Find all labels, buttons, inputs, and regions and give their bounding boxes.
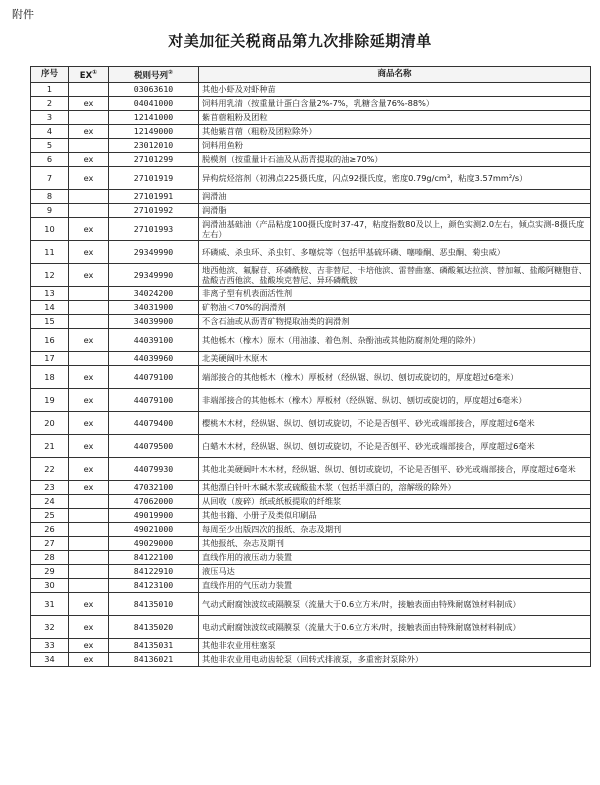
row-product-name-cell: 北美硬阔叶木原木 [199,352,591,366]
row-product-name-cell: 润滑脂 [199,204,591,218]
table-row [31,653,591,667]
row-product-name-cell: 矿物油＜70%的润滑剂 [199,301,591,315]
row-number-cell: 26 [31,523,69,537]
row-product-name-cell: 气动式耐腐蚀波纹或隔膜泵（流量大于0.6立方米/时，接触表面由特殊耐腐蚀材料制成） [199,593,591,616]
document-title: 对美加征关税商品第九次排除延期清单 [168,32,432,50]
table-row [31,458,591,481]
row-product-name-cell: 其他报纸、杂志及期刊 [199,537,591,551]
row-tariff-code-cell: 44039100 [109,329,199,352]
row-product-name-cell: 其他北美硬阔叶木木材，经纵锯、纵切、刨切或旋切，不论是否刨平、砂光或端部接合，厚度超过6毫米 [199,458,591,481]
row-product-name-cell: 异构烷烃溶剂（初沸点225摄氏度，闪点92摄氏度，密度0.79g/cm³，粘度3.57mm²/s） [199,167,591,190]
row-ex-cell [69,204,109,218]
table-row [31,435,591,458]
row-product-name-cell: 地西他滨、氟脲苷、环磷酰胺、吉非替尼、卡培他滨、雷替曲塞、磷酸氟达拉滨、替加氟、盐酸阿糖胞苷、盐酸吉西他滨、盐酸埃克替尼、异环磷酰胺 [199,264,591,287]
row-product-name-cell: 电动式耐腐蚀波纹或隔膜泵（流量大于0.6立方米/时，接触表面由特殊耐腐蚀材料制成） [199,616,591,639]
row-tariff-code-cell: 44079100 [109,366,199,389]
row-ex-cell [69,509,109,523]
table-row [31,287,591,301]
row-number-cell: 23 [31,481,69,495]
attachment-label: 附件 [12,8,34,21]
row-number-cell: 19 [31,389,69,412]
row-product-name-cell: 其他紫苜蓿（粗粉及团粒除外） [199,125,591,139]
table-row [31,241,591,264]
row-tariff-code-cell: 84135010 [109,593,199,616]
table-row [31,481,591,495]
row-number-cell: 4 [31,125,69,139]
row-product-name-cell: 樱桃木木材，经纵锯、纵切、刨切或旋切，不论是否刨平、砂光或端部接合，厚度超过6毫米 [199,412,591,435]
row-product-name-cell: 直线作用的气压动力装置 [199,579,591,593]
row-ex-cell [69,83,109,97]
row-tariff-code-cell: 84135031 [109,639,199,653]
row-product-name-cell: 其他非农业用电动齿轮泵（回转式排液泵，多重密封泵除外） [199,653,591,667]
row-tariff-code-cell: 29349990 [109,241,199,264]
row-product-name-cell: 润滑油基础油（产品粘度100摄氏度时37-47，粘度指数80及以上，颜色实测2.0左右，倾点实测-8摄氏度左右） [199,218,591,241]
table-row [31,83,591,97]
row-tariff-code-cell: 84122100 [109,551,199,565]
row-tariff-code-cell: 29349990 [109,264,199,287]
row-number-cell: 20 [31,412,69,435]
row-number-cell: 1 [31,83,69,97]
row-tariff-code-cell: 44079500 [109,435,199,458]
row-tariff-code-cell: 49029000 [109,537,199,551]
row-ex-cell: ex [69,329,109,352]
row-product-name-cell: 端部接合的其他栎木（橡木）厚板材（经纵锯、纵切、刨切或旋切的，厚度超过6毫米） [199,366,591,389]
row-ex-cell: ex [69,241,109,264]
row-tariff-code-cell: 27101991 [109,190,199,204]
row-number-cell: 11 [31,241,69,264]
table-row [31,218,591,241]
row-ex-cell [69,551,109,565]
row-ex-cell: ex [69,593,109,616]
row-ex-cell: ex [69,458,109,481]
row-number-cell: 30 [31,579,69,593]
row-product-name-cell: 其他栎木（橡木）原木（用油漆、着色剂、杂酚油或其他防腐剂处理的除外） [199,329,591,352]
row-product-name-cell: 不含石油或从沥青矿物提取油类的润滑剂 [199,315,591,329]
row-number-cell: 3 [31,111,69,125]
row-tariff-code-cell: 84135020 [109,616,199,639]
table-row [31,495,591,509]
row-ex-cell: ex [69,125,109,139]
row-ex-cell: ex [69,366,109,389]
row-ex-cell: ex [69,435,109,458]
table-row [31,509,591,523]
row-ex-cell [69,287,109,301]
row-number-cell: 2 [31,97,69,111]
table-row [31,204,591,218]
row-number-cell: 15 [31,315,69,329]
row-tariff-code-cell: 49021000 [109,523,199,537]
row-tariff-code-cell: 47062000 [109,495,199,509]
row-ex-cell [69,111,109,125]
row-number-cell: 32 [31,616,69,639]
table-row [31,551,591,565]
table-row [31,412,591,435]
table-row [31,616,591,639]
row-number-cell: 7 [31,167,69,190]
row-product-name-cell: 每周至少出版四次的报纸、杂志及期刊 [199,523,591,537]
table-row [31,125,591,139]
column-header-code: 税则号列② [109,67,199,83]
row-product-name-cell: 环磷威、杀虫环、杀虫钉、多噻烷等（包括甲基硫环磷、噻嗪酮、恶虫酮、菊虫威） [199,241,591,264]
row-ex-cell [69,315,109,329]
row-ex-cell [69,190,109,204]
row-ex-cell [69,537,109,551]
row-number-cell: 27 [31,537,69,551]
row-number-cell: 14 [31,301,69,315]
row-ex-cell: ex [69,412,109,435]
row-number-cell: 22 [31,458,69,481]
row-product-name-cell: 液压马达 [199,565,591,579]
row-tariff-code-cell: 47032100 [109,481,199,495]
table-row [31,139,591,153]
row-ex-cell [69,579,109,593]
row-number-cell: 18 [31,366,69,389]
row-number-cell: 17 [31,352,69,366]
row-ex-cell: ex [69,616,109,639]
table-row [31,352,591,366]
column-header-no: 序号 [31,67,69,83]
row-product-name-cell: 直线作用的液压动力装置 [199,551,591,565]
row-ex-cell [69,301,109,315]
row-product-name-cell: 其他漂白针叶木碱木浆或硫酸盐木浆（包括半漂白的，溶解级的除外） [199,481,591,495]
row-number-cell: 24 [31,495,69,509]
row-number-cell: 34 [31,653,69,667]
row-tariff-code-cell: 27101992 [109,204,199,218]
row-tariff-code-cell: 44079100 [109,389,199,412]
row-tariff-code-cell: 34031900 [109,301,199,315]
table-row [31,111,591,125]
table-row [31,523,591,537]
row-tariff-code-cell: 27101919 [109,167,199,190]
row-tariff-code-cell: 27101993 [109,218,199,241]
row-product-name-cell: 非离子型有机表面活性剂 [199,287,591,301]
row-ex-cell: ex [69,167,109,190]
row-ex-cell: ex [69,639,109,653]
table-row [31,167,591,190]
row-product-name-cell: 饲料用乳清（按重量计蛋白含量2%-7%，乳糖含量76%-88%） [199,97,591,111]
row-tariff-code-cell: 49019900 [109,509,199,523]
table-row [31,579,591,593]
row-tariff-code-cell: 44039960 [109,352,199,366]
table-row [31,264,591,287]
table-row [31,537,591,551]
row-ex-cell [69,352,109,366]
row-number-cell: 16 [31,329,69,352]
exclusion-list-table [30,66,591,667]
row-product-name-cell: 其他小虾及对虾种苗 [199,83,591,97]
row-number-cell: 5 [31,139,69,153]
footnote-mark: ① [92,68,98,76]
row-tariff-code-cell: 34024200 [109,287,199,301]
table-row [31,301,591,315]
row-number-cell: 13 [31,287,69,301]
row-ex-cell [69,565,109,579]
row-product-name-cell: 从回收（废碎）纸或纸板提取的纤维浆 [199,495,591,509]
table-row [31,315,591,329]
row-tariff-code-cell: 34039900 [109,315,199,329]
table-row [31,153,591,167]
row-tariff-code-cell: 12149000 [109,125,199,139]
row-tariff-code-cell: 44079930 [109,458,199,481]
column-header-ex: EX① [69,67,109,83]
row-tariff-code-cell: 12141000 [109,111,199,125]
row-number-cell: 21 [31,435,69,458]
row-product-name-cell: 非端部接合的其他栎木（橡木）厚板材（经纵锯、纵切、刨切或旋切的，厚度超过6毫米） [199,389,591,412]
row-number-cell: 8 [31,190,69,204]
row-product-name-cell: 饲料用鱼粉 [199,139,591,153]
row-ex-cell: ex [69,97,109,111]
row-number-cell: 28 [31,551,69,565]
row-ex-cell: ex [69,653,109,667]
row-tariff-code-cell: 04041000 [109,97,199,111]
table-row [31,366,591,389]
row-ex-cell: ex [69,218,109,241]
footnote-mark: ② [167,68,174,76]
row-ex-cell: ex [69,481,109,495]
row-product-name-cell: 脱模剂（按重量计石油及从沥青提取的油≥70%） [199,153,591,167]
table-row [31,593,591,616]
row-tariff-code-cell: 23012010 [109,139,199,153]
row-number-cell: 9 [31,204,69,218]
row-number-cell: 33 [31,639,69,653]
row-product-name-cell: 润滑油 [199,190,591,204]
row-ex-cell [69,495,109,509]
row-product-name-cell: 紫苜蓿粗粉及团粒 [199,111,591,125]
row-tariff-code-cell: 84122910 [109,565,199,579]
row-product-name-cell: 其他书籍、小册子及类似印刷品 [199,509,591,523]
row-tariff-code-cell: 84136021 [109,653,199,667]
row-number-cell: 31 [31,593,69,616]
table-row [31,329,591,352]
column-header-name: 商品名称 [199,67,591,83]
row-product-name-cell: 白蜡木木材，经纵锯、纵切、刨切或旋切，不论是否刨平、砂光或端部接合，厚度超过6毫米 [199,435,591,458]
row-number-cell: 29 [31,565,69,579]
table-row [31,97,591,111]
table-header-row [31,67,591,83]
table-row [31,639,591,653]
row-tariff-code-cell: 44079400 [109,412,199,435]
row-number-cell: 10 [31,218,69,241]
table-row [31,190,591,204]
row-tariff-code-cell: 03063610 [109,83,199,97]
row-product-name-cell: 其他非农业用柱塞泵 [199,639,591,653]
row-number-cell: 6 [31,153,69,167]
row-tariff-code-cell: 27101299 [109,153,199,167]
row-ex-cell [69,139,109,153]
row-ex-cell: ex [69,264,109,287]
row-number-cell: 25 [31,509,69,523]
row-number-cell: 12 [31,264,69,287]
row-ex-cell [69,523,109,537]
row-ex-cell: ex [69,389,109,412]
table-row [31,389,591,412]
row-ex-cell: ex [69,153,109,167]
table-row [31,565,591,579]
row-tariff-code-cell: 84123100 [109,579,199,593]
